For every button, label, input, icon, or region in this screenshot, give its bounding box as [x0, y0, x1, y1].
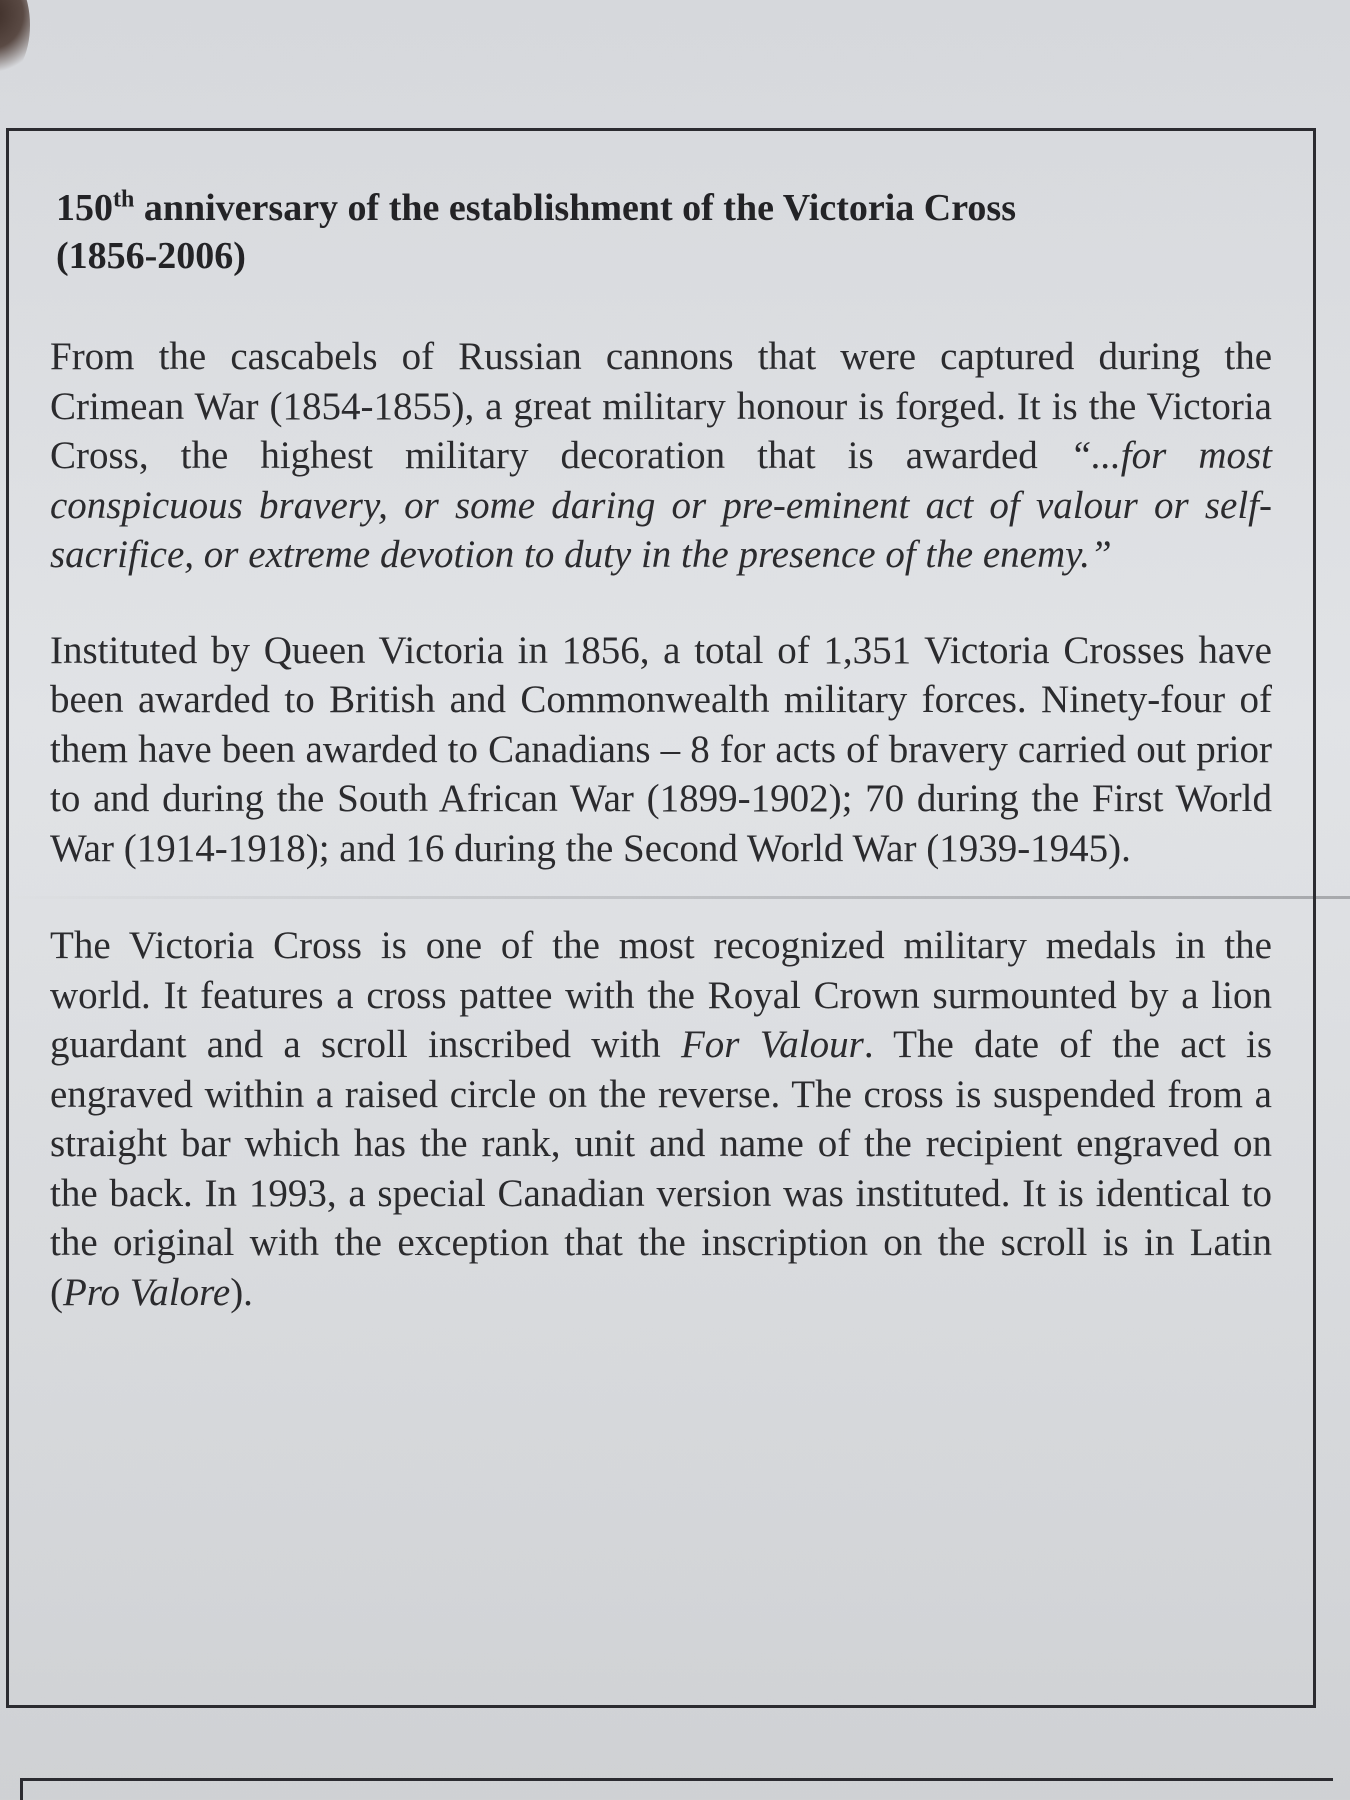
paragraph-3-text-c: ). — [230, 1270, 253, 1314]
title-text: anniversary of the establishment of the Victoria Cross — [134, 187, 1017, 229]
corner-shadow — [0, 0, 30, 80]
paragraph-1-quote: “...for most conspicuous bravery, or some daring or pre-eminent act of valour or self-sacrifice, or extreme devotion to duty in the presence of the enemy.” — [50, 434, 1272, 576]
inscription-for-valour: For Valour — [680, 1023, 864, 1066]
title-years: (1856-2006) — [56, 235, 246, 277]
paragraph-awards-total — [50, 626, 1272, 874]
paragraph-medal-description — [50, 921, 1272, 1317]
inscription-pro-valore: Pro Valore — [63, 1270, 231, 1314]
paragraph-1-text: From the cascabels of Russian cannons that were captured during the Crimean War (1854-1855), a great military honour is forged. It is the Victoria Cross, the highest military decoration that is awarded — [50, 335, 1272, 477]
paragraph-3-text-b: . The date of the act is engraved within a raised circle on the reverse. The cross is suspended from a straight bar which has the rank, unit and name of the recipient engraved on the back. In 1993, a special Canadian version was instituted. It is identical to the original with the exception that the inscription on the scroll is in Latin ( — [50, 1023, 1273, 1314]
paragraph-2-text: Instituted by Queen Victoria in 1856, a total of 1,351 Victoria Crosses have been awarded to British and Commonwealth military forces. Ninety-four of them have been awarded to Canadians – 8 for acts of bravery carried out prior to and during the South African War (1899-1902); 70 during the First World War (1914-1918); and 16 during the Second World War (1939-1945). — [50, 628, 1272, 870]
title-ordinal-suffix: th — [113, 186, 135, 213]
document-content — [50, 170, 1272, 1317]
document-title — [56, 184, 1272, 280]
paragraph-3-text-a: The Victoria Cross is one of the most recognized military medals in the world. It features a cross pattee with the Royal Crown surmounted by a lion guardant and a scroll inscribed with — [50, 924, 1272, 1066]
paragraph-crimean-war — [50, 332, 1272, 580]
title-number: 150 — [56, 187, 113, 229]
next-frame-edge — [20, 1778, 1333, 1800]
